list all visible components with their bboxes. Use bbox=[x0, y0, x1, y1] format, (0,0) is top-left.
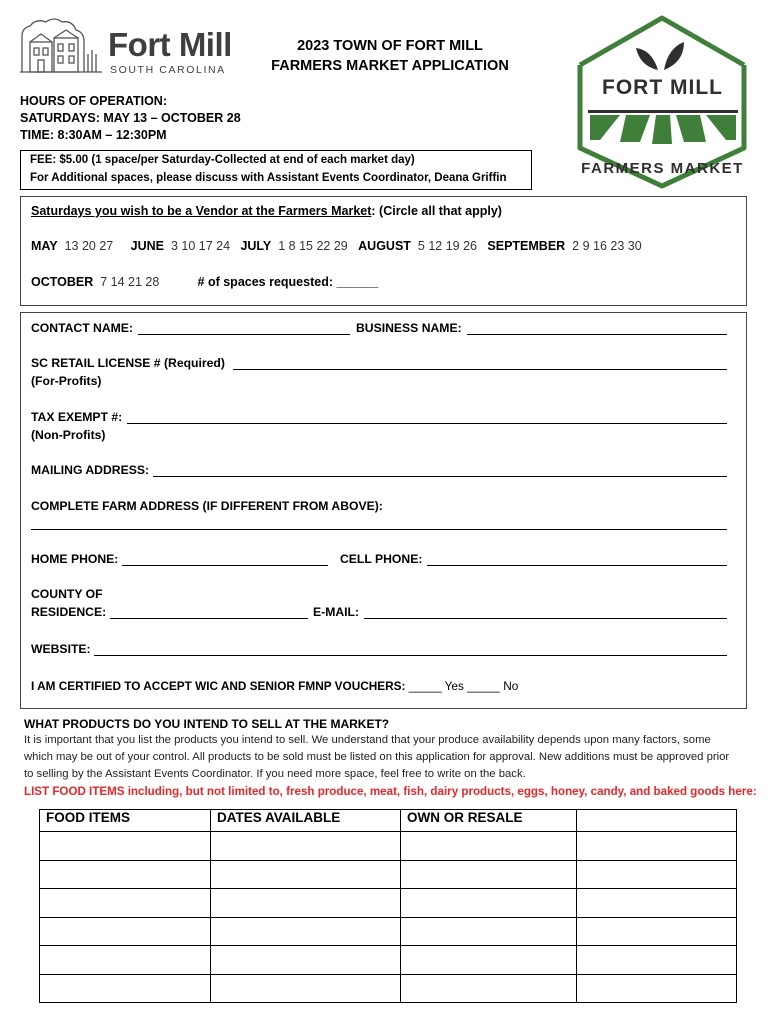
table-cell[interactable] bbox=[40, 832, 211, 861]
farm-address-label: COMPLETE FARM ADDRESS (IF DIFFERENT FROM ABOVE): bbox=[31, 499, 383, 513]
farmers-market-logo bbox=[560, 10, 765, 190]
table-cell[interactable] bbox=[211, 917, 401, 946]
table-cell[interactable] bbox=[40, 946, 211, 975]
table-cell[interactable] bbox=[401, 860, 577, 889]
products-table bbox=[39, 809, 737, 1003]
saturdays-heading-underlined: Saturdays you wish to be a Vendor at the Farmers Market bbox=[31, 204, 372, 218]
market-logo-title: FORT MILL bbox=[602, 76, 723, 99]
months-row-2 bbox=[31, 275, 378, 289]
table-cell[interactable] bbox=[577, 917, 737, 946]
hours-heading: HOURS OF OPERATION: bbox=[20, 94, 167, 108]
table-row bbox=[40, 946, 737, 975]
products-instructions-line2: which may be out of your control. All products to be sold must be listed on this application for approval. New additions must be approved prior bbox=[24, 751, 730, 763]
list-food-items-note: LIST FOOD ITEMS including, but not limited to, fresh produce, meat, fish, dairy products, eggs, honey, candy, and baked goods here: bbox=[24, 785, 757, 798]
business-name-label: BUSINESS NAME: bbox=[356, 321, 462, 335]
county-input[interactable] bbox=[110, 618, 308, 619]
dates-june[interactable]: 3 10 17 24 bbox=[170, 239, 231, 253]
retail-license-label: SC RETAIL LICENSE # (Required) bbox=[31, 356, 225, 370]
dates-september[interactable]: 2 9 16 23 30 bbox=[572, 239, 642, 253]
saturdays-heading-rest: : (Circle all that apply) bbox=[371, 204, 502, 218]
county-of-label: COUNTY OF bbox=[31, 587, 103, 601]
fee-line: FEE: $5.00 (1 space/per Saturday-Collected at end of each market day) bbox=[30, 154, 415, 166]
dates-may[interactable]: 13 20 27 bbox=[64, 239, 114, 253]
table-row bbox=[40, 917, 737, 946]
table-header-row bbox=[40, 810, 737, 832]
dates-august[interactable]: 5 12 19 26 bbox=[417, 239, 477, 253]
retail-license-input[interactable] bbox=[233, 369, 727, 370]
table-row bbox=[40, 974, 737, 1003]
dates-july[interactable]: 1 8 15 22 29 bbox=[278, 239, 348, 253]
table-row bbox=[40, 832, 737, 861]
table-cell[interactable] bbox=[211, 889, 401, 918]
for-profits-note: (For-Profits) bbox=[31, 374, 102, 388]
business-name-input[interactable] bbox=[467, 334, 727, 335]
home-phone-input[interactable] bbox=[122, 565, 328, 566]
wic-yes-no-field[interactable]: _____ Yes _____ No bbox=[408, 679, 519, 693]
table-cell[interactable] bbox=[577, 860, 737, 889]
form-title-line1: 2023 TOWN OF FORT MILL bbox=[297, 38, 483, 54]
table-cell[interactable] bbox=[211, 832, 401, 861]
table-cell[interactable] bbox=[40, 889, 211, 918]
hours-time: TIME: 8:30AM – 12:30PM bbox=[20, 128, 167, 142]
hours-days: SATURDAYS: MAY 13 – OCTOBER 28 bbox=[20, 111, 241, 125]
town-state: SOUTH CAROLINA bbox=[110, 64, 226, 76]
table-cell[interactable] bbox=[211, 974, 401, 1003]
table-cell[interactable] bbox=[211, 946, 401, 975]
month-august: AUGUST bbox=[358, 239, 411, 253]
market-logo-subtitle: FARMERS MARKET bbox=[581, 160, 744, 177]
mailing-address-label: MAILING ADDRESS: bbox=[31, 463, 150, 477]
cell-phone-label: CELL PHONE: bbox=[340, 552, 423, 566]
month-september: SEPTEMBER bbox=[487, 239, 566, 253]
column-header-dates-available: DATES AVAILABLE bbox=[211, 810, 401, 832]
wic-certification-label: I AM CERTIFIED TO ACCEPT WIC AND SENIOR FMNP VOUCHERS: bbox=[31, 679, 406, 693]
products-instructions-line3: to selling by the Assistant Events Coordinator. If you need more space, feel free to write on the back. bbox=[24, 768, 526, 780]
email-label: E-MAIL: bbox=[313, 605, 360, 619]
website-input[interactable] bbox=[94, 655, 727, 656]
wic-certification bbox=[31, 679, 518, 693]
month-may: MAY bbox=[31, 239, 58, 253]
table-cell[interactable] bbox=[211, 860, 401, 889]
table-cell[interactable] bbox=[40, 917, 211, 946]
home-phone-label: HOME PHONE: bbox=[31, 552, 119, 566]
table-cell[interactable] bbox=[401, 917, 577, 946]
table-cell[interactable] bbox=[577, 974, 737, 1003]
table-cell[interactable] bbox=[401, 889, 577, 918]
saturdays-heading bbox=[31, 204, 502, 218]
table-cell[interactable] bbox=[401, 832, 577, 861]
month-july: JULY bbox=[240, 239, 272, 253]
table-cell[interactable] bbox=[577, 946, 737, 975]
dates-october[interactable]: 7 14 21 28 bbox=[100, 275, 160, 289]
month-june: JUNE bbox=[130, 239, 164, 253]
table-cell[interactable] bbox=[401, 974, 577, 1003]
cell-phone-input[interactable] bbox=[427, 565, 727, 566]
column-header-own-or-resale: OWN OR RESALE bbox=[401, 810, 577, 832]
tax-exempt-input[interactable] bbox=[127, 423, 727, 424]
table-cell[interactable] bbox=[577, 832, 737, 861]
town-name: Fort Mill bbox=[108, 26, 232, 63]
month-october: OCTOBER bbox=[31, 275, 94, 289]
table-row bbox=[40, 889, 737, 918]
months-row-1 bbox=[31, 239, 642, 253]
column-header-blank bbox=[577, 810, 737, 832]
column-header-food-items: FOOD ITEMS bbox=[40, 810, 211, 832]
form-title-line2: FARMERS MARKET APPLICATION bbox=[271, 58, 509, 74]
contact-name-label: CONTACT NAME: bbox=[31, 321, 133, 335]
table-row bbox=[40, 860, 737, 889]
website-label: WEBSITE: bbox=[31, 642, 91, 656]
farm-address-input[interactable] bbox=[31, 529, 727, 530]
spaces-requested-field[interactable]: # of spaces requested: ______ bbox=[197, 275, 379, 289]
mailing-address-input[interactable] bbox=[153, 476, 727, 477]
table-cell[interactable] bbox=[40, 860, 211, 889]
email-input[interactable] bbox=[364, 618, 727, 619]
fee-additional-spaces: For Additional spaces, please discuss with Assistant Events Coordinator, Deana Griffin bbox=[30, 172, 507, 184]
table-cell[interactable] bbox=[401, 946, 577, 975]
residence-label: RESIDENCE: bbox=[31, 605, 107, 619]
tax-exempt-label: TAX EXEMPT #: bbox=[31, 410, 123, 424]
products-question: WHAT PRODUCTS DO YOU INTEND TO SELL AT THE MARKET? bbox=[24, 717, 390, 731]
non-profits-note: (Non-Profits) bbox=[31, 428, 106, 442]
table-cell[interactable] bbox=[40, 974, 211, 1003]
products-instructions-line1: It is important that you list the products you intend to sell. We understand that your produce availability depends upon many factors, some bbox=[24, 734, 711, 746]
contact-name-input[interactable] bbox=[138, 334, 350, 335]
table-cell[interactable] bbox=[577, 889, 737, 918]
